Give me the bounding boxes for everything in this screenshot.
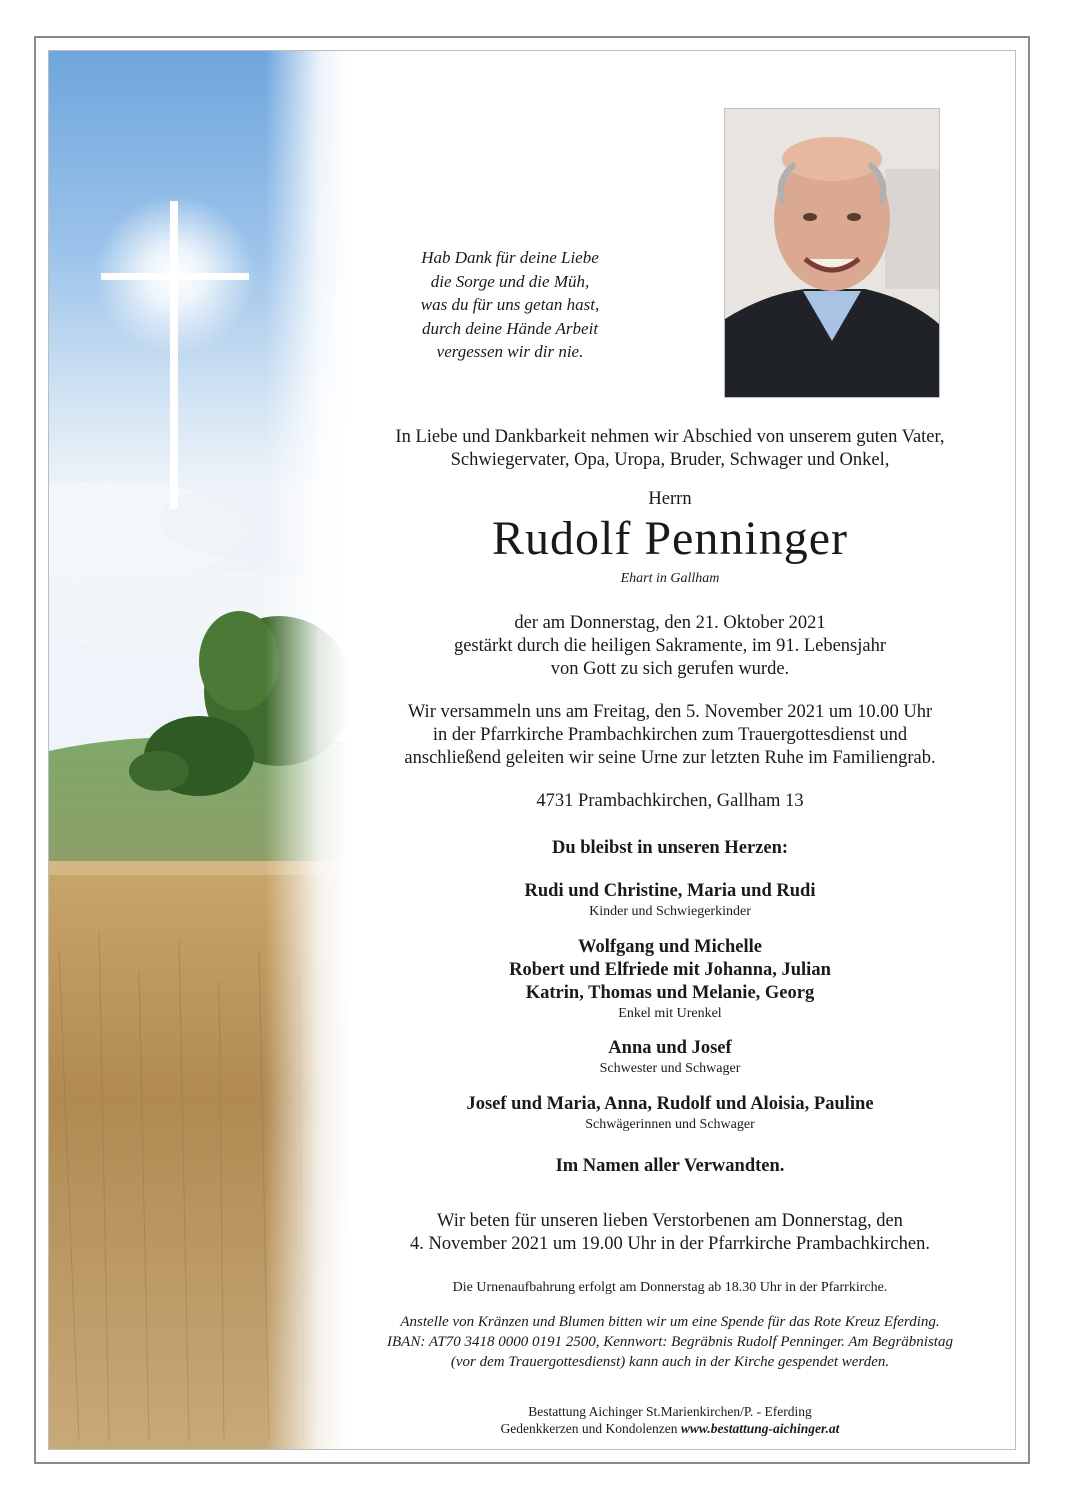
poem-line: durch deine Hände Arbeit <box>421 318 599 338</box>
footer <box>350 1403 990 1437</box>
intro-line: Schwiegervater, Opa, Uropa, Bruder, Schwager und Onkel, <box>450 450 890 470</box>
mourner-relation: Kinder und Schwiegerkinder <box>589 904 751 919</box>
heart-heading: Du bleibst in unseren Herzen: <box>551 838 789 858</box>
poem-line: vergessen wir dir nie. <box>436 342 584 361</box>
donation-line: (vor dem Trauergottesdienst) kann auch in der Kirche gespendet werden. <box>450 1354 890 1370</box>
service-line: in der Pfarrkirche Prambachkirchen zum Trauergottesdienst und <box>432 725 908 745</box>
mourner-relation: Schwester und Schwager <box>599 1061 741 1076</box>
death-line: von Gott zu sich gerufen wurde. <box>550 659 790 679</box>
prayer-line: Wir beten für unseren lieben Verstorbenen am Donnerstag, den <box>437 1211 903 1231</box>
image-fade <box>49 51 349 1449</box>
mourner-relation: Enkel mit Urenkel <box>618 1006 722 1021</box>
deceased-name: Rudolf Penninger <box>492 512 848 565</box>
mourner-relation: Schwägerinnen und Schwager <box>585 1117 755 1132</box>
portrait-photo <box>724 108 940 398</box>
donation-note <box>350 1312 990 1372</box>
salutation: Herrn <box>648 489 692 509</box>
mourner-names: Josef und Maria, Anna, Rudolf und Aloisia, Pauline <box>466 1094 874 1114</box>
mourner-names: Robert und Elfriede mit Johanna, Julian <box>509 960 831 980</box>
mourner-group <box>350 1037 990 1077</box>
service-line: anschließend geleiten wir seine Urne zur letzten Ruhe im Familiengrab. <box>404 748 936 768</box>
intro-line: In Liebe und Dankbarkeit nehmen wir Abschied von unserem guten Vater, <box>395 427 945 447</box>
mourner-names: Wolfgang und Michelle <box>578 937 762 957</box>
death-line: der am Donnerstag, den 21. Oktober 2021 <box>514 613 826 633</box>
donation-line: IBAN: AT70 3418 0000 0191 2500, Kennwort: Begräbnis Rudolf Penninger. Am Begräbnistag <box>387 1334 953 1350</box>
service-notice <box>350 701 990 770</box>
prayer-line: 4. November 2021 um 19.00 Uhr in der Pfarrkirche Prambachkirchen. <box>410 1234 930 1254</box>
condolence-line <box>350 1420 990 1437</box>
house-name: Ehart in Gallham <box>620 571 720 586</box>
mourner-group <box>350 936 990 1022</box>
mourner-names: Katrin, Thomas und Melanie, Georg <box>525 983 815 1003</box>
poem-line: Hab Dank für deine Liebe <box>421 248 599 267</box>
website-link[interactable]: www.bestattung-aichinger.at <box>680 1421 840 1436</box>
address: 4731 Prambachkirchen, Gallham 13 <box>536 791 804 811</box>
mourner-group <box>350 880 990 920</box>
portrait-illustration <box>725 109 939 397</box>
mourner-group <box>350 1093 990 1133</box>
relatives-line: Im Namen aller Verwandten. <box>555 1156 785 1176</box>
mourner-names: Rudi und Christine, Maria und Rudi <box>524 881 816 901</box>
donation-line: Anstelle von Kränzen und Blumen bitten wir um eine Spende für das Rote Kreuz Eferding. <box>400 1314 940 1330</box>
poem-line: was du für uns getan hast, <box>420 295 600 314</box>
prayer-notice <box>350 1210 990 1256</box>
mourner-names: Anna und Josef <box>608 1038 732 1058</box>
landscape-image <box>49 51 349 1449</box>
urn-note: Die Urnenaufbahrung erfolgt am Donnerstag ab 18.30 Uhr in der Pfarrkirche. <box>452 1280 888 1295</box>
death-line: gestärkt durch die heiligen Sakramente, im 91. Lebensjahr <box>453 636 887 656</box>
death-notice <box>350 612 990 681</box>
intro <box>350 426 990 472</box>
funeral-home: Bestattung Aichinger St.Marienkirchen/P. - Eferding <box>528 1404 812 1419</box>
poem-line: die Sorge und die Müh, <box>430 271 590 291</box>
service-line: Wir versammeln uns am Freitag, den 5. November 2021 um 10.00 Uhr <box>407 702 933 722</box>
poem <box>340 246 680 364</box>
condolence-text: Gedenkkerzen und Kondolenzen <box>500 1421 678 1436</box>
